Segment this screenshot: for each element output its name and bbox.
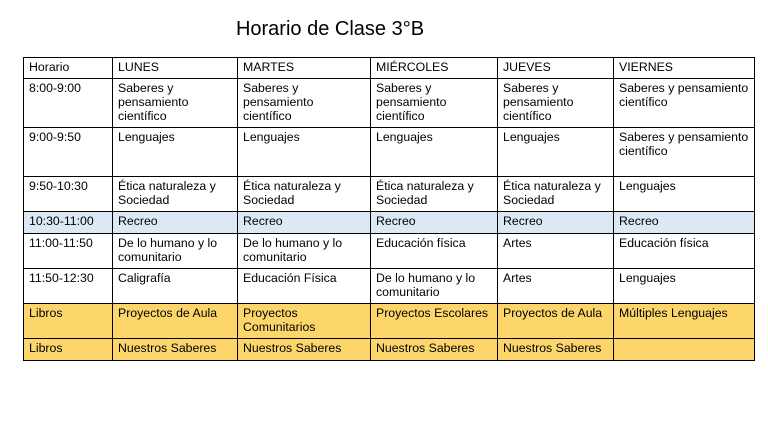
- schedule-title: Horario de Clase 3°B: [235, 18, 425, 40]
- table-cell: Saberes y pensamiento científico: [113, 79, 238, 128]
- table-cell: Artes: [498, 234, 614, 269]
- table-cell: Saberes y pensamiento científico: [614, 79, 755, 128]
- table-cell: Ética naturaleza y Sociedad: [113, 177, 238, 212]
- table-cell: Ética naturaleza y Sociedad: [371, 177, 498, 212]
- books-label-cell: Libros: [24, 304, 113, 339]
- table-cell: Artes: [498, 269, 614, 304]
- table-cell: Lenguajes: [371, 128, 498, 177]
- time-cell: 10:30-11:00: [24, 212, 113, 234]
- header-cell-viernes: VIERNES: [614, 58, 755, 79]
- table-cell: Saberes y pensamiento científico: [498, 79, 614, 128]
- time-cell: 11:00-11:50: [24, 234, 113, 269]
- time-cell: 8:00-9:00: [24, 79, 113, 128]
- table-cell: Lenguajes: [614, 177, 755, 212]
- table-cell: [614, 339, 755, 361]
- table-row: [24, 234, 755, 269]
- time-cell: 11:50-12:30: [24, 269, 113, 304]
- table-row: [24, 269, 755, 304]
- header-cell-horario: Horario: [24, 58, 113, 79]
- table-cell: Nuestros Saberes: [238, 339, 371, 361]
- table-cell: Saberes y pensamiento científico: [238, 79, 371, 128]
- table-cell: Nuestros Saberes: [113, 339, 238, 361]
- time-cell: 9:50-10:30: [24, 177, 113, 212]
- header-cell-lunes: LUNES: [113, 58, 238, 79]
- table-cell: Nuestros Saberes: [371, 339, 498, 361]
- table-cell: Ética naturaleza y Sociedad: [238, 177, 371, 212]
- table-row: [24, 177, 755, 212]
- table-cell: Lenguajes: [614, 269, 755, 304]
- table-cell: Saberes y pensamiento científico: [614, 128, 755, 177]
- header-cell-martes: MARTES: [238, 58, 371, 79]
- table-cell: De lo humano y lo comunitario: [113, 234, 238, 269]
- header-cell-miercoles: MIÉRCOLES: [371, 58, 498, 79]
- table-cell: Proyectos de Aula: [113, 304, 238, 339]
- table-cell: Lenguajes: [238, 128, 371, 177]
- schedule-table: [23, 57, 755, 361]
- time-cell: 9:00-9:50: [24, 128, 113, 177]
- table-cell: De lo humano y lo comunitario: [238, 234, 371, 269]
- table-cell: Proyectos de Aula: [498, 304, 614, 339]
- table-cell: Lenguajes: [113, 128, 238, 177]
- table-cell: Educación física: [614, 234, 755, 269]
- table-cell: Nuestros Saberes: [498, 339, 614, 361]
- table-cell: Caligrafía: [113, 269, 238, 304]
- table-cell: Recreo: [113, 212, 238, 234]
- header-row: [24, 58, 755, 79]
- books-label-cell: Libros: [24, 339, 113, 361]
- books-row: [24, 339, 755, 361]
- header-cell-jueves: JUEVES: [498, 58, 614, 79]
- table-row: [24, 79, 755, 128]
- table-cell: Proyectos Escolares: [371, 304, 498, 339]
- table-cell: Educación Física: [238, 269, 371, 304]
- table-cell: Recreo: [498, 212, 614, 234]
- table-cell: Educación física: [371, 234, 498, 269]
- table-row: [24, 128, 755, 177]
- table-cell: Proyectos Comunitarios: [238, 304, 371, 339]
- table-cell: Recreo: [371, 212, 498, 234]
- table-cell: Recreo: [614, 212, 755, 234]
- table-cell: Ética naturaleza y Sociedad: [498, 177, 614, 212]
- recreo-row: [24, 212, 755, 234]
- table-cell: Saberes y pensamiento científico: [371, 79, 498, 128]
- books-row: [24, 304, 755, 339]
- table-cell: De lo humano y lo comunitario: [371, 269, 498, 304]
- table-cell: Recreo: [238, 212, 371, 234]
- table-cell: Múltiples Lenguajes: [614, 304, 755, 339]
- table-cell: Lenguajes: [498, 128, 614, 177]
